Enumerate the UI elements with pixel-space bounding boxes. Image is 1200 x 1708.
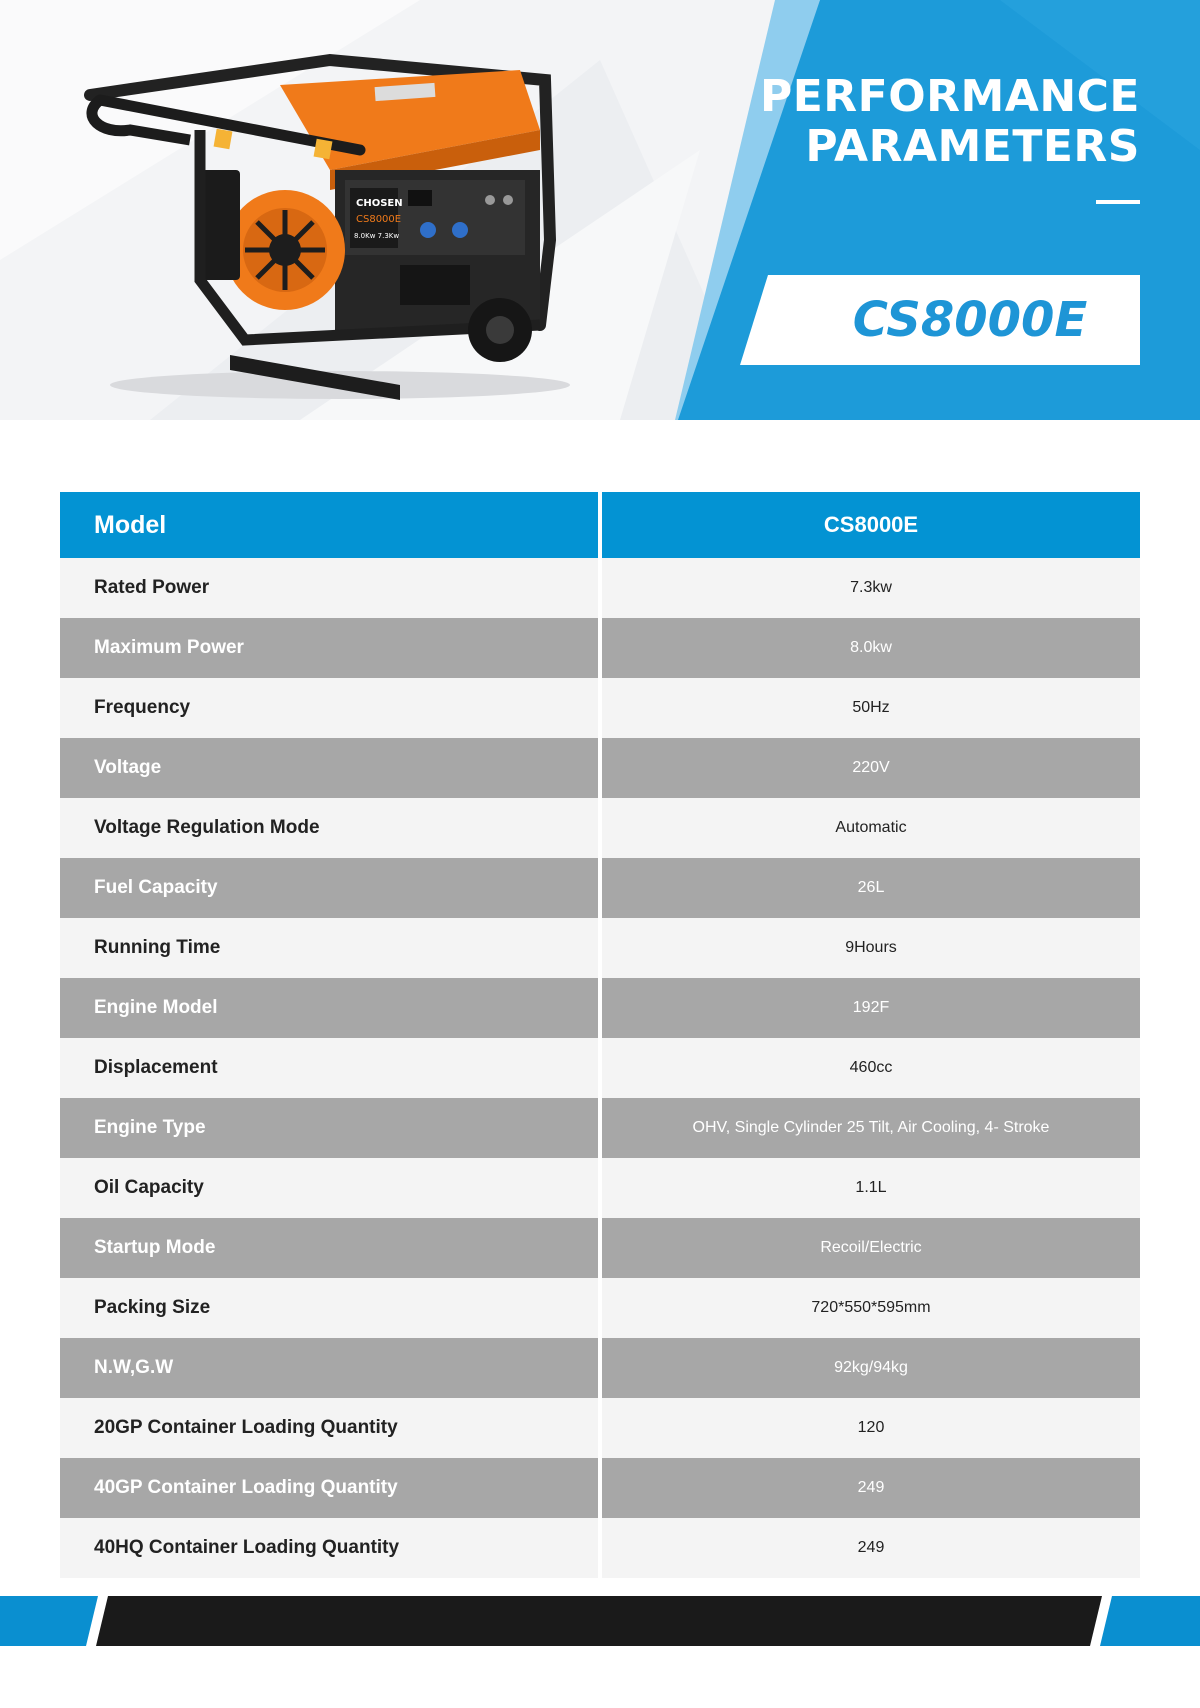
table-row xyxy=(60,1338,1140,1398)
spec-label: Startup Mode xyxy=(60,1218,598,1278)
table-row xyxy=(60,1278,1140,1338)
table-row xyxy=(60,1158,1140,1218)
spec-label: N.W,G.W xyxy=(60,1338,598,1398)
spec-value: 9Hours xyxy=(602,918,1140,978)
spec-table xyxy=(60,492,1140,1578)
table-header-label: Model xyxy=(60,492,598,558)
spec-label: Voltage Regulation Mode xyxy=(60,798,598,858)
svg-text:CHOSEN: CHOSEN xyxy=(356,198,403,209)
page-title-line2: PARAMETERS xyxy=(805,121,1140,172)
spec-value: 120 xyxy=(602,1398,1140,1458)
page-title xyxy=(760,72,1140,172)
model-name: CS8000E xyxy=(852,292,1088,348)
header-banner xyxy=(0,0,1200,420)
table-row xyxy=(60,858,1140,918)
generator-product-image xyxy=(70,40,590,410)
table-header-row xyxy=(60,492,1140,558)
table-row xyxy=(60,1518,1140,1578)
table-row xyxy=(60,1218,1140,1278)
table-row xyxy=(60,1398,1140,1458)
table-row xyxy=(60,1038,1140,1098)
spec-value: Automatic xyxy=(602,798,1140,858)
spec-value: 26L xyxy=(602,858,1140,918)
table-row xyxy=(60,918,1140,978)
spec-label: Voltage xyxy=(60,738,598,798)
spec-label: Engine Type xyxy=(60,1098,598,1158)
model-name-box xyxy=(740,275,1140,365)
spec-value: 720*550*595mm xyxy=(602,1278,1140,1338)
table-row xyxy=(60,1098,1140,1158)
spec-label: Maximum Power xyxy=(60,618,598,678)
spec-label: 20GP Container Loading Quantity xyxy=(60,1398,598,1458)
spec-value: 192F xyxy=(602,978,1140,1038)
spec-label: 40HQ Container Loading Quantity xyxy=(60,1518,598,1578)
spec-value: 460cc xyxy=(602,1038,1140,1098)
spec-value: 8.0kw xyxy=(602,618,1140,678)
spec-value: OHV, Single Cylinder 25 Tilt, Air Cooling, 4- Stroke xyxy=(602,1098,1140,1158)
spec-value: 50Hz xyxy=(602,678,1140,738)
spec-value: 220V xyxy=(602,738,1140,798)
table-row xyxy=(60,798,1140,858)
spec-value: 92kg/94kg xyxy=(602,1338,1140,1398)
page-title-line1: PERFORMANCE xyxy=(759,71,1140,122)
table-row xyxy=(60,978,1140,1038)
spec-value: 7.3kw xyxy=(602,558,1140,618)
title-divider xyxy=(1096,200,1140,204)
spec-label: Running Time xyxy=(60,918,598,978)
spec-value: 249 xyxy=(602,1458,1140,1518)
spec-label: 40GP Container Loading Quantity xyxy=(60,1458,598,1518)
spec-value: Recoil/Electric xyxy=(602,1218,1140,1278)
table-header-value: CS8000E xyxy=(602,492,1140,558)
svg-text:CS8000E: CS8000E xyxy=(356,214,402,225)
table-row xyxy=(60,618,1140,678)
footer-band xyxy=(0,1596,1200,1646)
table-body xyxy=(60,558,1140,1578)
spec-label: Fuel Capacity xyxy=(60,858,598,918)
table-row xyxy=(60,678,1140,738)
spec-value: 249 xyxy=(602,1518,1140,1578)
table-row xyxy=(60,558,1140,618)
spec-value: 1.1L xyxy=(602,1158,1140,1218)
spec-label: Frequency xyxy=(60,678,598,738)
spec-label: Engine Model xyxy=(60,978,598,1038)
table-row xyxy=(60,738,1140,798)
spec-label: Oil Capacity xyxy=(60,1158,598,1218)
spec-label: Rated Power xyxy=(60,558,598,618)
table-row xyxy=(60,1458,1140,1518)
spec-label: Packing Size xyxy=(60,1278,598,1338)
spec-label: Displacement xyxy=(60,1038,598,1098)
svg-text:8.0Kw 7.3Kw: 8.0Kw 7.3Kw xyxy=(354,232,400,240)
